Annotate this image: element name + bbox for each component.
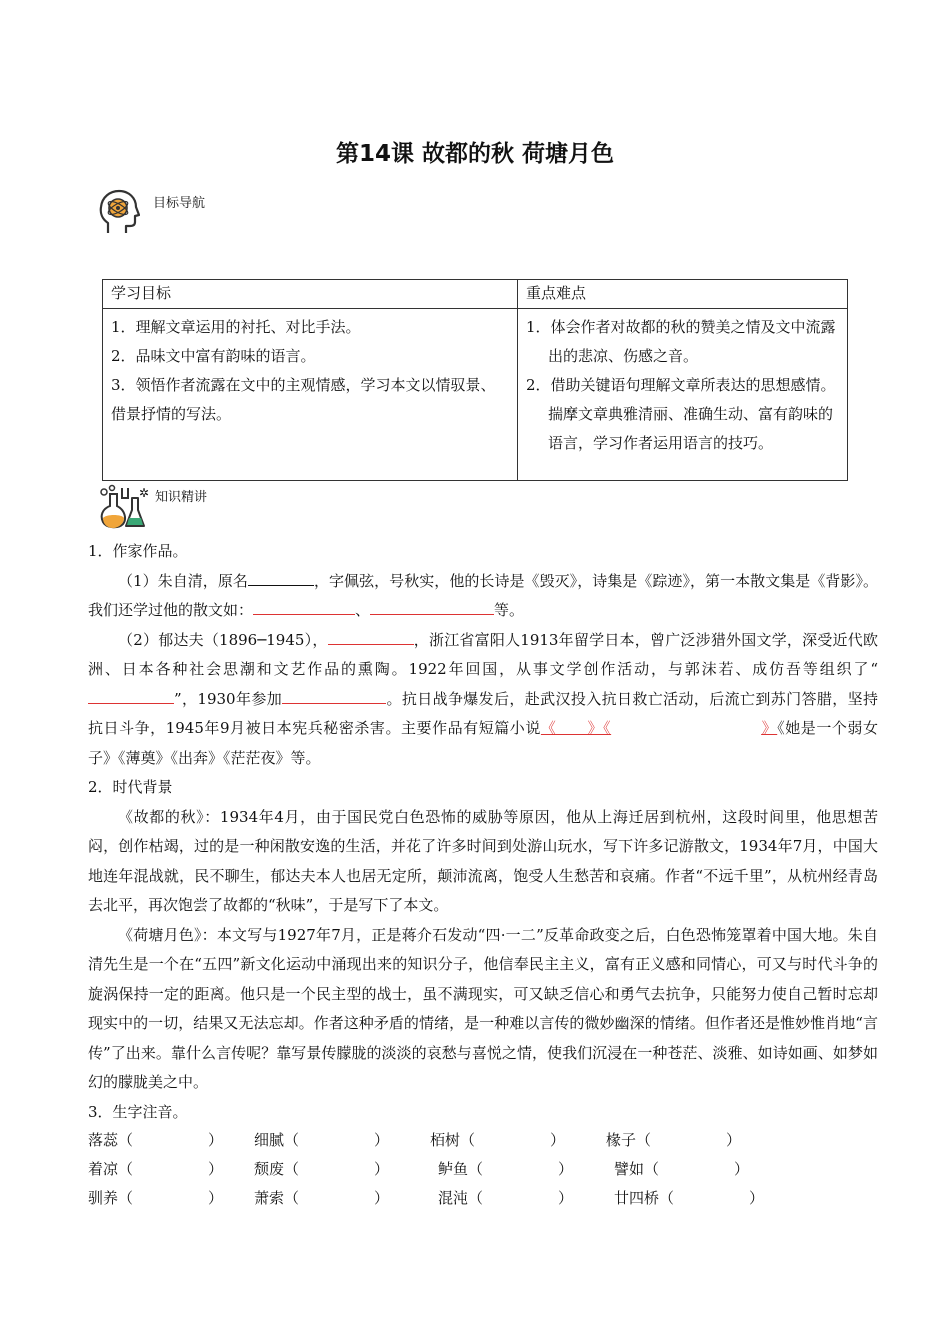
pinyin-item[interactable]: 驯养（ ） bbox=[88, 1189, 224, 1207]
answer-blank[interactable] bbox=[370, 599, 494, 615]
pinyin-item[interactable]: 混沌（ ） bbox=[438, 1189, 574, 1207]
pinyin-item[interactable]: 落蕊（ ） bbox=[88, 1131, 224, 1149]
pinyin-item[interactable]: 栢树（ ） bbox=[430, 1131, 566, 1149]
text: 《 》《 bbox=[540, 719, 612, 737]
list-item: 1．理解文章运用的衬托、对比手法。 bbox=[111, 318, 361, 336]
paragraph-yu-dafu bbox=[88, 626, 878, 774]
key-points-cell bbox=[518, 309, 848, 481]
list-item: 2．借助关键语句理解文章所表达的思想感情。揣摩文章典雅清丽、准确生动、富有韵味的语言，学习作者运用语言的技巧。 bbox=[526, 376, 836, 452]
paragraph-zhu-ziqing bbox=[88, 567, 878, 626]
answer-blank[interactable] bbox=[253, 599, 355, 615]
table-row bbox=[88, 1129, 878, 1158]
pinyin-item[interactable]: 譬如（ ） bbox=[614, 1160, 750, 1178]
text: 、 bbox=[355, 601, 371, 619]
section-heading: 1．作家作品。 bbox=[88, 542, 188, 560]
text: 》 bbox=[761, 719, 778, 737]
text: ，字佩弦，号秋实，他的长诗是《毁灭》，诗集是《踪迹》，第一本散文集是《背影》。我们还学过他的散文如： bbox=[88, 571, 879, 619]
body-content bbox=[88, 537, 878, 1127]
pinyin-item[interactable]: 着凉（ ） bbox=[88, 1160, 224, 1178]
pinyin-item[interactable]: 廿四桥（ ） bbox=[614, 1189, 765, 1207]
brain-head-icon bbox=[98, 189, 140, 235]
objectives-table bbox=[102, 279, 848, 481]
pinyin-item[interactable]: 细腻（ ） bbox=[254, 1131, 390, 1149]
answer-blank-works[interactable] bbox=[541, 719, 777, 737]
table-row bbox=[88, 1187, 878, 1216]
pinyin-item[interactable]: 鲈鱼（ ） bbox=[438, 1160, 574, 1178]
text: ，浙江省富阳人1913年留学日本，曾广泛涉猎外国文学，深受近代欧洲、日本各种社会思潮和文艺作品的熏陶。1922年回国，从事文学创作活动，与郭沫若、成仿吾等组织了“ bbox=[88, 630, 878, 678]
text: 等。 bbox=[494, 601, 525, 619]
sparkle-icon: ✲ bbox=[139, 486, 150, 500]
list-item: 3．领悟作者流露在文中的主观情感，学习本文以情驭景、借景抒情的写法。 bbox=[111, 376, 496, 423]
answer-blank[interactable] bbox=[248, 570, 314, 586]
text: （2）郁达夫（1896─1945）， bbox=[118, 630, 328, 649]
table-row bbox=[88, 1158, 878, 1187]
paragraph-background-2: 《荷塘月色》：本文写与1927年7月，正是蒋介石发动“四·一二”反革命政变之后，白色恐怖笼罩着中国大地。朱自清先生是一个在“五四”新文化运动中涌现出来的知识分子，他信奉民主主义，富有正义感和同情心，可又与时代斗争的旋涡保持一定的距离。他只是一个民主型的战士，虽不满现实，可又缺乏信心和勇气去抗争，只能努力使自己暂时忘却现实中的一切，结果又无法忘却。作者这种矛盾的情绪，是一种难以言传的微妙幽深的情绪。但作者还是惟妙惟肖地“言传”了出来。靠什么言传呢？靠写景传朦胧的淡淡的哀愁与喜悦之情，使我们沉浸在一种苍茫、淡雅、如诗如画、如梦如幻的朦胧美之中。 bbox=[88, 925, 878, 1091]
answer-blank[interactable] bbox=[88, 688, 174, 704]
answer-blank[interactable] bbox=[282, 688, 386, 704]
paragraph-background-1: 《故都的秋》：1934年4月，由于国民党白色恐怖的威胁等原因，他从上海迁居到杭州，这段时间里，他思想苦闷，创作枯竭，过的是一种闲散安逸的生活，并花了许多时间到处游山玩水，写下许多记游散文，1934年7月，中国大地连年混战就，民不聊生，郁达夫本人也居无定所，颠沛流离，饱受人生愁苦和哀痛。作者“不远千里”，从杭州经青岛去北平，再次饱尝了故都的“秋味”，于是写下了本文。 bbox=[88, 807, 878, 914]
text: （1）朱自清，原名 bbox=[118, 571, 248, 590]
pinyin-item[interactable]: 萧索（ ） bbox=[254, 1189, 390, 1207]
answer-blank[interactable] bbox=[328, 629, 414, 645]
text: 。抗日战争爆发后，赴武汉投入抗日救亡活动，后流亡到苏门答腊，坚持抗日斗争，1945年9月被日本宪兵秘密杀害。主要作品有短篇小说 bbox=[88, 689, 878, 737]
nav-section-label: 目标导航 bbox=[153, 196, 206, 211]
text: ”，1930年参加 bbox=[174, 689, 283, 708]
table-header: 学习目标 bbox=[103, 280, 518, 309]
learning-goals-cell bbox=[103, 309, 518, 481]
section-heading: 2．时代背景 bbox=[88, 778, 173, 796]
table-header: 重点难点 bbox=[518, 280, 848, 309]
text: 《她是一个弱女子》《薄奠》《出奔》《茫茫夜》等。 bbox=[88, 719, 878, 767]
pinyin-item[interactable]: 颓废（ ） bbox=[254, 1160, 390, 1178]
list-item: 1．体会作者对故都的秋的赞美之情及文中流露出的悲凉、伤感之音。 bbox=[526, 318, 836, 365]
knowledge-section-label: 知识精讲 bbox=[155, 490, 208, 505]
list-item: 2．品味文中富有韵味的语言。 bbox=[111, 347, 316, 365]
page-title: 第14课 故都的秋 荷塘月色 bbox=[335, 141, 615, 167]
pinyin-item[interactable]: 椽子（ ） bbox=[606, 1131, 742, 1149]
section-heading: 3．生字注音。 bbox=[88, 1102, 188, 1121]
pinyin-exercise bbox=[88, 1129, 878, 1216]
